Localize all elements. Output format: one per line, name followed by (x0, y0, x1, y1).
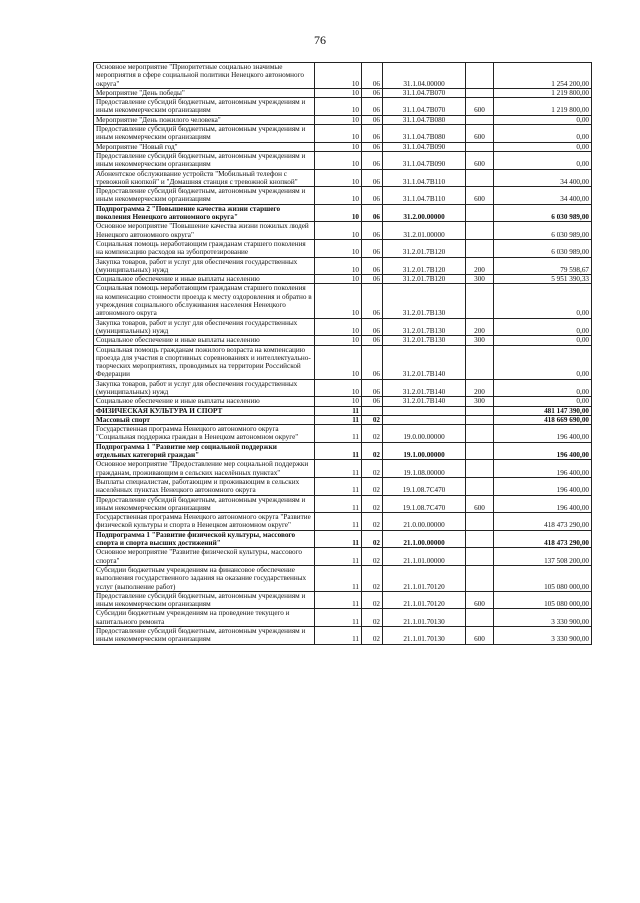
row-amount: 196 400,00 (494, 460, 592, 478)
row-expense-type (466, 406, 494, 415)
table-row (94, 495, 592, 513)
row-target-code: 31.2.01.00000 (383, 222, 466, 240)
row-target-code: 19.1.00.00000 (383, 442, 466, 460)
row-subsection: 02 (362, 565, 383, 591)
row-target-code: 31.1.04.7B070 (383, 98, 466, 116)
table-row (94, 415, 592, 424)
row-name: Социальная помощь гражданам пожилого возраста на компенсацию проезда для участия в спортивных соревнованиях и интеллектуально-творческих мероприятиях, проводимых на территории Российской Федерации (94, 345, 315, 379)
row-amount: 0,00 (494, 142, 592, 151)
row-target-code: 21.1.01.70130 (383, 627, 466, 645)
row-amount: 3 330 900,00 (494, 627, 592, 645)
row-section: 11 (315, 627, 362, 645)
row-name: Абонентское обслуживание устройств "Мобильный телефон с тревожной кнопкой" и "Домашняя станция с тревожной кнопкой" (94, 169, 315, 187)
row-section: 10 (315, 187, 362, 205)
table-row (94, 63, 592, 89)
row-subsection: 02 (362, 415, 383, 424)
row-section: 11 (315, 415, 362, 424)
row-amount: 6 030 989,00 (494, 204, 592, 222)
row-name: Основное мероприятие "Предоставление мер социальной поддержки гражданам, проживающим в сельских населённых пунктах" (94, 460, 315, 478)
row-expense-type (466, 425, 494, 443)
row-name: Мероприятие "Новый год" (94, 142, 315, 151)
row-name: Подпрограмма 2 "Повышение качества жизни старшего поколения Ненецкого автономного округа" (94, 204, 315, 222)
table-row (94, 565, 592, 591)
row-amount: 0,00 (494, 336, 592, 345)
row-subsection: 02 (362, 495, 383, 513)
row-amount: 34 400,00 (494, 187, 592, 205)
row-amount: 196 400,00 (494, 425, 592, 443)
row-amount: 105 080 000,00 (494, 591, 592, 609)
row-section: 10 (315, 98, 362, 116)
row-target-code: 21.1.01.00000 (383, 548, 466, 566)
row-name: Социальная помощь неработающим гражданам старшего поколения на компенсацию стоимости проезда к месту оздоровления и обратно в учреждения социального обслуживания населения Ненецкого автономного округа (94, 284, 315, 318)
row-expense-type: 600 (466, 627, 494, 645)
table-row (94, 239, 592, 257)
row-amount: 196 400,00 (494, 495, 592, 513)
table-row (94, 115, 592, 124)
table-row (94, 379, 592, 397)
row-name: Закупка товаров, работ и услуг для обеспечения государственных (муниципальных) нужд (94, 318, 315, 336)
row-section: 11 (315, 406, 362, 415)
row-section: 11 (315, 460, 362, 478)
row-target-code: 19.1.08.00000 (383, 460, 466, 478)
table-row (94, 345, 592, 379)
row-section: 11 (315, 530, 362, 548)
row-subsection: 06 (362, 88, 383, 97)
row-target-code: 31.2.01.7B120 (383, 239, 466, 257)
row-section: 10 (315, 204, 362, 222)
row-subsection: 06 (362, 142, 383, 151)
table-row (94, 609, 592, 627)
row-subsection: 06 (362, 318, 383, 336)
table-row (94, 627, 592, 645)
row-amount: 418 669 690,00 (494, 415, 592, 424)
row-expense-type (466, 63, 494, 89)
page-number: 76 (314, 33, 326, 47)
row-section: 10 (315, 379, 362, 397)
row-expense-type: 300 (466, 275, 494, 284)
row-section: 10 (315, 222, 362, 240)
row-expense-type (466, 565, 494, 591)
row-subsection: 02 (362, 530, 383, 548)
table-row (94, 169, 592, 187)
row-name: Социальное обеспечение и иные выплаты населению (94, 336, 315, 345)
row-target-code (383, 415, 466, 424)
row-target-code: 19.1.08.7C470 (383, 495, 466, 513)
table-row (94, 318, 592, 336)
row-section: 10 (315, 125, 362, 143)
row-section: 10 (315, 63, 362, 89)
table-row (94, 204, 592, 222)
row-name: Предоставление субсидий бюджетным, автономным учреждениям и иным некоммерческим организациям (94, 627, 315, 645)
row-subsection: 02 (362, 460, 383, 478)
row-amount: 196 400,00 (494, 442, 592, 460)
row-target-code: 31.1.04.7B070 (383, 88, 466, 97)
row-name: Закупка товаров, работ и услуг для обеспечения государственных (муниципальных) нужд (94, 379, 315, 397)
row-expense-type (466, 115, 494, 124)
row-amount: 34 400,00 (494, 169, 592, 187)
row-subsection: 06 (362, 257, 383, 275)
row-subsection: 02 (362, 591, 383, 609)
row-expense-type (466, 609, 494, 627)
row-expense-type (466, 222, 494, 240)
row-expense-type: 200 (466, 379, 494, 397)
row-subsection: 06 (362, 275, 383, 284)
row-name: Социальное обеспечение и иные выплаты населению (94, 397, 315, 406)
table-row (94, 513, 592, 531)
row-subsection: 02 (362, 513, 383, 531)
row-target-code: 31.1.04.00000 (383, 63, 466, 89)
row-target-code: 19.1.08.7C470 (383, 477, 466, 495)
row-amount: 0,00 (494, 397, 592, 406)
row-target-code: 31.2.01.7B140 (383, 397, 466, 406)
row-section: 10 (315, 115, 362, 124)
row-name: Государственная программа Ненецкого автономного округа "Социальная поддержка граждан в Ненецком автономном округе" (94, 425, 315, 443)
row-expense-type: 600 (466, 495, 494, 513)
row-subsection: 06 (362, 187, 383, 205)
row-amount: 0,00 (494, 379, 592, 397)
row-name: ФИЗИЧЕСКАЯ КУЛЬТУРА И СПОРТ (94, 406, 315, 415)
row-target-code: 31.1.04.7B090 (383, 151, 466, 169)
row-name: Мероприятие "День пожилого человека" (94, 115, 315, 124)
table-row (94, 425, 592, 443)
row-target-code: 31.2.01.7B130 (383, 284, 466, 318)
table-row (94, 591, 592, 609)
table-row (94, 477, 592, 495)
row-subsection: 06 (362, 115, 383, 124)
row-amount: 79 598,67 (494, 257, 592, 275)
row-expense-type: 600 (466, 591, 494, 609)
row-section: 10 (315, 336, 362, 345)
row-amount: 0,00 (494, 284, 592, 318)
row-name: Предоставление субсидий бюджетным, автономным учреждениям и иным некоммерческим организациям (94, 591, 315, 609)
row-target-code: 31.1.04.7B090 (383, 142, 466, 151)
row-expense-type (466, 415, 494, 424)
row-name: Социальная помощь неработающим гражданам старшего поколения на компенсацию расходов на зубопротезирование (94, 239, 315, 257)
row-expense-type (466, 513, 494, 531)
row-amount: 1 219 800,00 (494, 88, 592, 97)
row-expense-type (466, 548, 494, 566)
row-target-code: 31.1.04.7B110 (383, 187, 466, 205)
row-name: Подпрограмма 1 "Развитие физической культуры, массового спорта и спорта высших достижений" (94, 530, 315, 548)
table-row (94, 460, 592, 478)
row-subsection: 06 (362, 336, 383, 345)
row-section: 11 (315, 609, 362, 627)
table-row (94, 336, 592, 345)
row-target-code (383, 406, 466, 415)
row-amount: 481 147 390,00 (494, 406, 592, 415)
row-section: 10 (315, 318, 362, 336)
table-row (94, 275, 592, 284)
table-row (94, 530, 592, 548)
row-name: Субсидии бюджетным учреждениям на проведение текущего и капитального ремонта (94, 609, 315, 627)
row-expense-type (466, 530, 494, 548)
row-subsection: 02 (362, 609, 383, 627)
row-expense-type (466, 142, 494, 151)
row-expense-type: 600 (466, 98, 494, 116)
row-expense-type (466, 442, 494, 460)
row-amount: 6 030 989,00 (494, 239, 592, 257)
table-row (94, 284, 592, 318)
row-amount: 1 219 800,00 (494, 98, 592, 116)
table-row (94, 151, 592, 169)
row-section: 11 (315, 495, 362, 513)
row-target-code: 21.0.00.00000 (383, 513, 466, 531)
row-name: Выплаты специалистам, работающим и проживающим в сельских населённых пунктах Ненецкого автономного округа (94, 477, 315, 495)
row-subsection: 02 (362, 627, 383, 645)
row-expense-type (466, 204, 494, 222)
row-subsection: 06 (362, 204, 383, 222)
row-amount: 5 951 390,33 (494, 275, 592, 284)
row-subsection: 06 (362, 151, 383, 169)
row-amount: 0,00 (494, 151, 592, 169)
row-amount: 418 473 290,00 (494, 513, 592, 531)
row-subsection: 06 (362, 379, 383, 397)
row-subsection (362, 406, 383, 415)
row-amount: 1 254 200,00 (494, 63, 592, 89)
table-row (94, 257, 592, 275)
row-name: Массовый спорт (94, 415, 315, 424)
row-section: 11 (315, 477, 362, 495)
row-section: 10 (315, 88, 362, 97)
row-amount: 0,00 (494, 318, 592, 336)
row-target-code: 31.2.01.7B120 (383, 275, 466, 284)
row-subsection: 06 (362, 169, 383, 187)
row-expense-type: 200 (466, 318, 494, 336)
row-target-code: 31.2.01.7B130 (383, 318, 466, 336)
table-row (94, 397, 592, 406)
row-expense-type (466, 284, 494, 318)
row-subsection: 06 (362, 63, 383, 89)
row-section: 11 (315, 425, 362, 443)
row-subsection: 06 (362, 98, 383, 116)
row-expense-type (466, 88, 494, 97)
row-expense-type: 600 (466, 187, 494, 205)
row-target-code: 31.2.00.00000 (383, 204, 466, 222)
row-target-code: 19.0.00.00000 (383, 425, 466, 443)
budget-table-body (94, 63, 592, 645)
row-subsection: 02 (362, 442, 383, 460)
row-target-code: 31.2.01.7B130 (383, 336, 466, 345)
row-name: Подпрограмма 1 "Развитие мер социальной поддержки отдельных категорий граждан" (94, 442, 315, 460)
budget-table (93, 62, 592, 645)
row-name: Основное мероприятие "Развитие физической культуры, массового спорта" (94, 548, 315, 566)
row-name: Предоставление субсидий бюджетным, автономным учреждениям и иным некоммерческим организациям (94, 98, 315, 116)
row-target-code: 31.2.01.7B120 (383, 257, 466, 275)
row-name: Предоставление субсидий бюджетным, автономным учреждениям и иным некоммерческим организациям (94, 495, 315, 513)
row-target-code: 21.1.01.70120 (383, 565, 466, 591)
row-section: 11 (315, 513, 362, 531)
row-subsection: 06 (362, 284, 383, 318)
row-section: 11 (315, 442, 362, 460)
table-row (94, 142, 592, 151)
row-amount: 196 400,00 (494, 477, 592, 495)
row-expense-type: 600 (466, 151, 494, 169)
row-name: Государственная программа Ненецкого автономного округа "Развитие физической культуры и спорта в Ненецком автономном округе" (94, 513, 315, 531)
row-subsection: 06 (362, 345, 383, 379)
row-target-code: 31.1.04.7B080 (383, 115, 466, 124)
row-section: 10 (315, 397, 362, 406)
row-expense-type: 200 (466, 257, 494, 275)
table-row (94, 88, 592, 97)
row-expense-type (466, 460, 494, 478)
row-expense-type: 300 (466, 336, 494, 345)
row-name: Предоставление субсидий бюджетным, автономным учреждениям и иным некоммерческим организациям (94, 125, 315, 143)
table-row (94, 125, 592, 143)
row-expense-type (466, 345, 494, 379)
row-amount: 0,00 (494, 125, 592, 143)
row-amount: 137 508 200,00 (494, 548, 592, 566)
row-target-code: 21.1.00.00000 (383, 530, 466, 548)
row-subsection: 02 (362, 548, 383, 566)
table-row (94, 187, 592, 205)
row-subsection: 06 (362, 222, 383, 240)
table-row (94, 548, 592, 566)
row-section: 10 (315, 345, 362, 379)
row-section: 10 (315, 151, 362, 169)
row-section: 10 (315, 284, 362, 318)
row-subsection: 06 (362, 239, 383, 257)
row-amount: 105 080 000,00 (494, 565, 592, 591)
row-amount: 0,00 (494, 345, 592, 379)
row-subsection: 02 (362, 425, 383, 443)
row-amount: 3 330 900,00 (494, 609, 592, 627)
table-row (94, 442, 592, 460)
row-name: Основное мероприятие "Приоритетные социально значимые мероприятия в сфере социальной политики Ненецкого автономного округа" (94, 63, 315, 89)
row-section: 10 (315, 257, 362, 275)
table-row (94, 406, 592, 415)
row-expense-type: 600 (466, 125, 494, 143)
row-section: 10 (315, 169, 362, 187)
row-amount: 0,00 (494, 115, 592, 124)
row-section: 11 (315, 565, 362, 591)
row-section: 10 (315, 275, 362, 284)
row-name: Закупка товаров, работ и услуг для обеспечения государственных (муниципальных) нужд (94, 257, 315, 275)
row-name: Субсидии бюджетным учреждениям на финансовое обеспечение выполнения государственного задания на оказание государственных услуг (выполнение работ) (94, 565, 315, 591)
row-section: 11 (315, 591, 362, 609)
row-amount: 418 473 290,00 (494, 530, 592, 548)
row-expense-type: 300 (466, 397, 494, 406)
row-section: 10 (315, 239, 362, 257)
row-name: Предоставление субсидий бюджетным, автономным учреждениям и иным некоммерческим организациям (94, 187, 315, 205)
row-name: Основное мероприятие "Повышение качества жизни пожилых людей Ненецкого автономного округа" (94, 222, 315, 240)
table-row (94, 98, 592, 116)
row-subsection: 06 (362, 125, 383, 143)
row-subsection: 06 (362, 397, 383, 406)
row-amount: 6 030 989,00 (494, 222, 592, 240)
row-target-code: 21.1.01.70130 (383, 609, 466, 627)
row-expense-type (466, 239, 494, 257)
row-target-code: 31.2.01.7B140 (383, 345, 466, 379)
row-expense-type (466, 477, 494, 495)
row-name: Предоставление субсидий бюджетным, автономным учреждениям и иным некоммерческим организациям (94, 151, 315, 169)
row-section: 11 (315, 548, 362, 566)
row-name: Социальное обеспечение и иные выплаты населению (94, 275, 315, 284)
row-target-code: 31.1.04.7B110 (383, 169, 466, 187)
row-target-code: 21.1.01.70120 (383, 591, 466, 609)
row-target-code: 31.1.04.7B080 (383, 125, 466, 143)
table-row (94, 222, 592, 240)
row-section: 10 (315, 142, 362, 151)
row-target-code: 31.2.01.7B140 (383, 379, 466, 397)
row-subsection: 02 (362, 477, 383, 495)
row-name: Мероприятие "День победы" (94, 88, 315, 97)
row-expense-type (466, 169, 494, 187)
